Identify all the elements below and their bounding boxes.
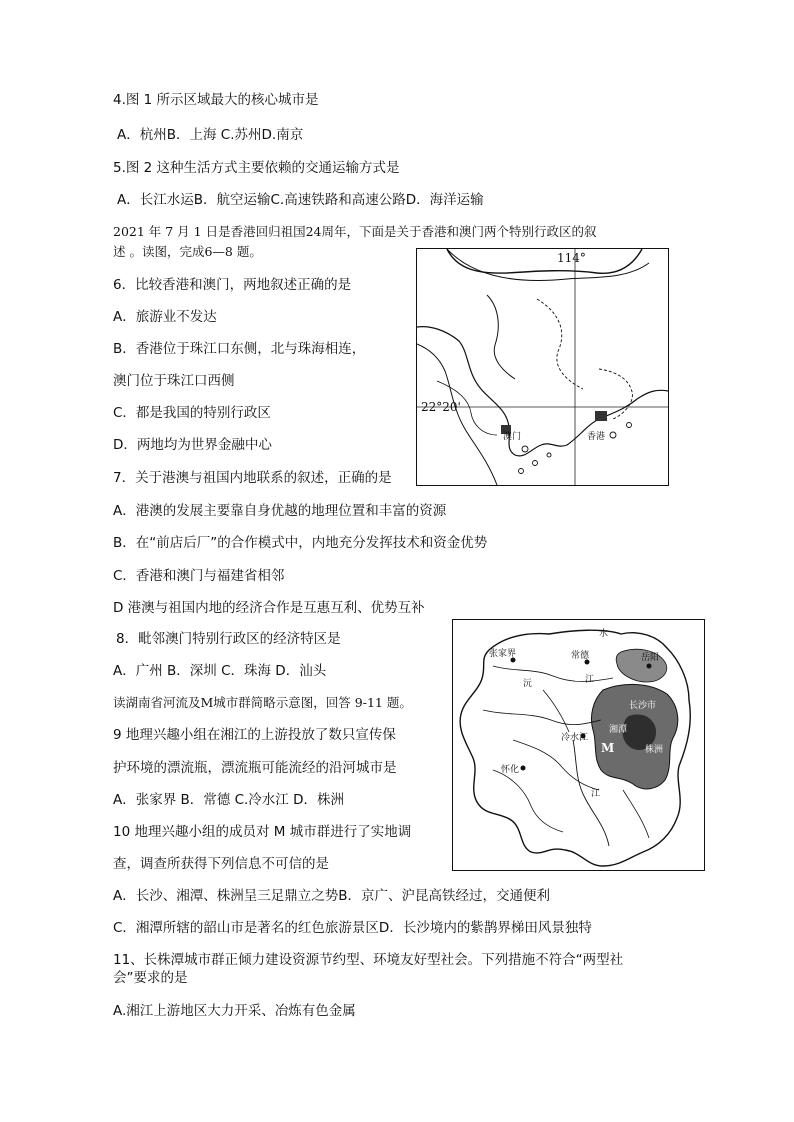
latitude-label: 22°20' [421,400,461,414]
hk-macau-map-drawing [417,249,668,485]
q5-options: A．长江水运B．航空运输C.高速铁路和高速公路D．海洋运输 [117,192,484,208]
q11-stem-2: 会”要求的是 [113,970,188,986]
hunan-label-2: 常德 [571,651,590,661]
hunan-label-11: 江 [591,789,601,799]
q6-option-b-2: 澳门位于珠江口西侧 [113,373,235,389]
hunan-label-7: 湘潭 [609,725,628,735]
hunan-label-9: 冷水江 [561,733,589,743]
q9-stem-1: 9 地理兴趣小组在湘江的上游投放了数只宣传保 [113,727,396,743]
hunan-label-1: 张家界 [489,649,517,659]
q4-options: A．杭州B．上海 C.苏州D.南京 [117,127,304,143]
q6-option-a: A．旅游业不发达 [113,309,217,325]
q11-stem-1: 11、长株潭城市群正倾力建设资源节约型、环境友好型社会。下列措施不符合“两型社 [113,952,624,968]
q5-stem: 5.图 2 这种生活方式主要依赖的交通运输方式是 [113,160,400,176]
q7-option-b: B．在“前店后厂”的合作模式中，内地充分发挥技术和资金优势 [113,535,488,551]
q9-options: A．张家界 B．常德 C.冷水江 D．株洲 [113,792,344,808]
hunan-label-12: M [601,741,615,755]
hunan-label-10: 怀化 [501,765,520,775]
q7-option-d: D 港澳与祖国内地的经济合作是互惠互利、优势互补 [113,600,425,616]
q10-options-ab: A．长沙、湘潭、株洲呈三足鼎立之势B．京广、沪昆高铁经过，交通便利 [113,888,550,904]
coastline [417,327,668,456]
q6-option-b-1: B．香港位于珠江口东侧，北与珠海相连， [113,341,366,357]
q7-option-a: A．港澳的发展主要靠自身优越的地理位置和丰富的资源 [113,503,447,519]
macau-label: 澳门 [503,432,522,442]
q7-stem: 7．关于港澳与祖国内地联系的叙述，正确的是 [113,470,392,486]
hunan-label-8: 株洲 [645,745,664,755]
q8-options: A．广州 B．深圳 C．珠海 D．汕头 [113,663,327,679]
hongkong-label: 香港 [587,432,606,442]
river [487,295,515,379]
q11-option-a: A.湘江上游地区大力开采、冶炼有色金属 [113,1003,356,1019]
q10-stem-2: 查，调查所获得下列信息不可信的是 [113,856,329,872]
intro-hk-line2: 述 。读图，完成6—8 题。 [113,244,262,259]
longitude-label: 114° [557,251,586,265]
q7-option-c: C．香港和澳门与福建省相邻 [113,568,285,584]
q6-stem: 6．比较香港和澳门，两地叙述正确的是 [113,277,352,293]
west-coast [417,344,497,485]
hunan-map-drawing [453,620,704,870]
hunan-label-3: 岳阳 [641,653,660,663]
hunan-map [452,619,705,871]
q6-option-c: C．都是我国的特别行政区 [113,405,271,421]
hunan-label-0: 水 [599,629,609,639]
hunan-label-5: 江 [585,675,595,685]
q10-stem-1: 10 地理兴趣小组的成员对 M 城市群进行了实地调 [113,824,412,840]
q6-option-d: D．两地均为世界金融中心 [113,437,272,453]
intro-hk-line1: 2021 年 7 月 1 日是香港回归祖国24周年，下面是关于香港和澳门两个特别行政区的叙 [113,224,597,239]
q9-stem-2: 护环境的漂流瓶，漂流瓶可能流经的沿河城市是 [113,760,397,776]
highway-line [447,249,649,281]
intro-hunan: 读湖南省河流及M城市群简略示意图，回答 9-11 题。 [113,695,412,710]
hunan-label-4: 沅 [523,679,533,689]
q4-stem: 4.图 1 所示区域最大的核心城市是 [113,92,319,108]
q10-options-cd: C．湘潭所辖的韶山市是著名的红色旅游景区D．长沙境内的紫鹊界梯田风景独特 [113,920,592,936]
boundary [537,299,583,389]
hongkong-island [595,411,607,421]
hk-macau-map [416,248,669,486]
q8-stem: 8．毗邻澳门特别行政区的经济特区是 [116,631,341,647]
hunan-label-6: 长沙市 [629,701,657,711]
